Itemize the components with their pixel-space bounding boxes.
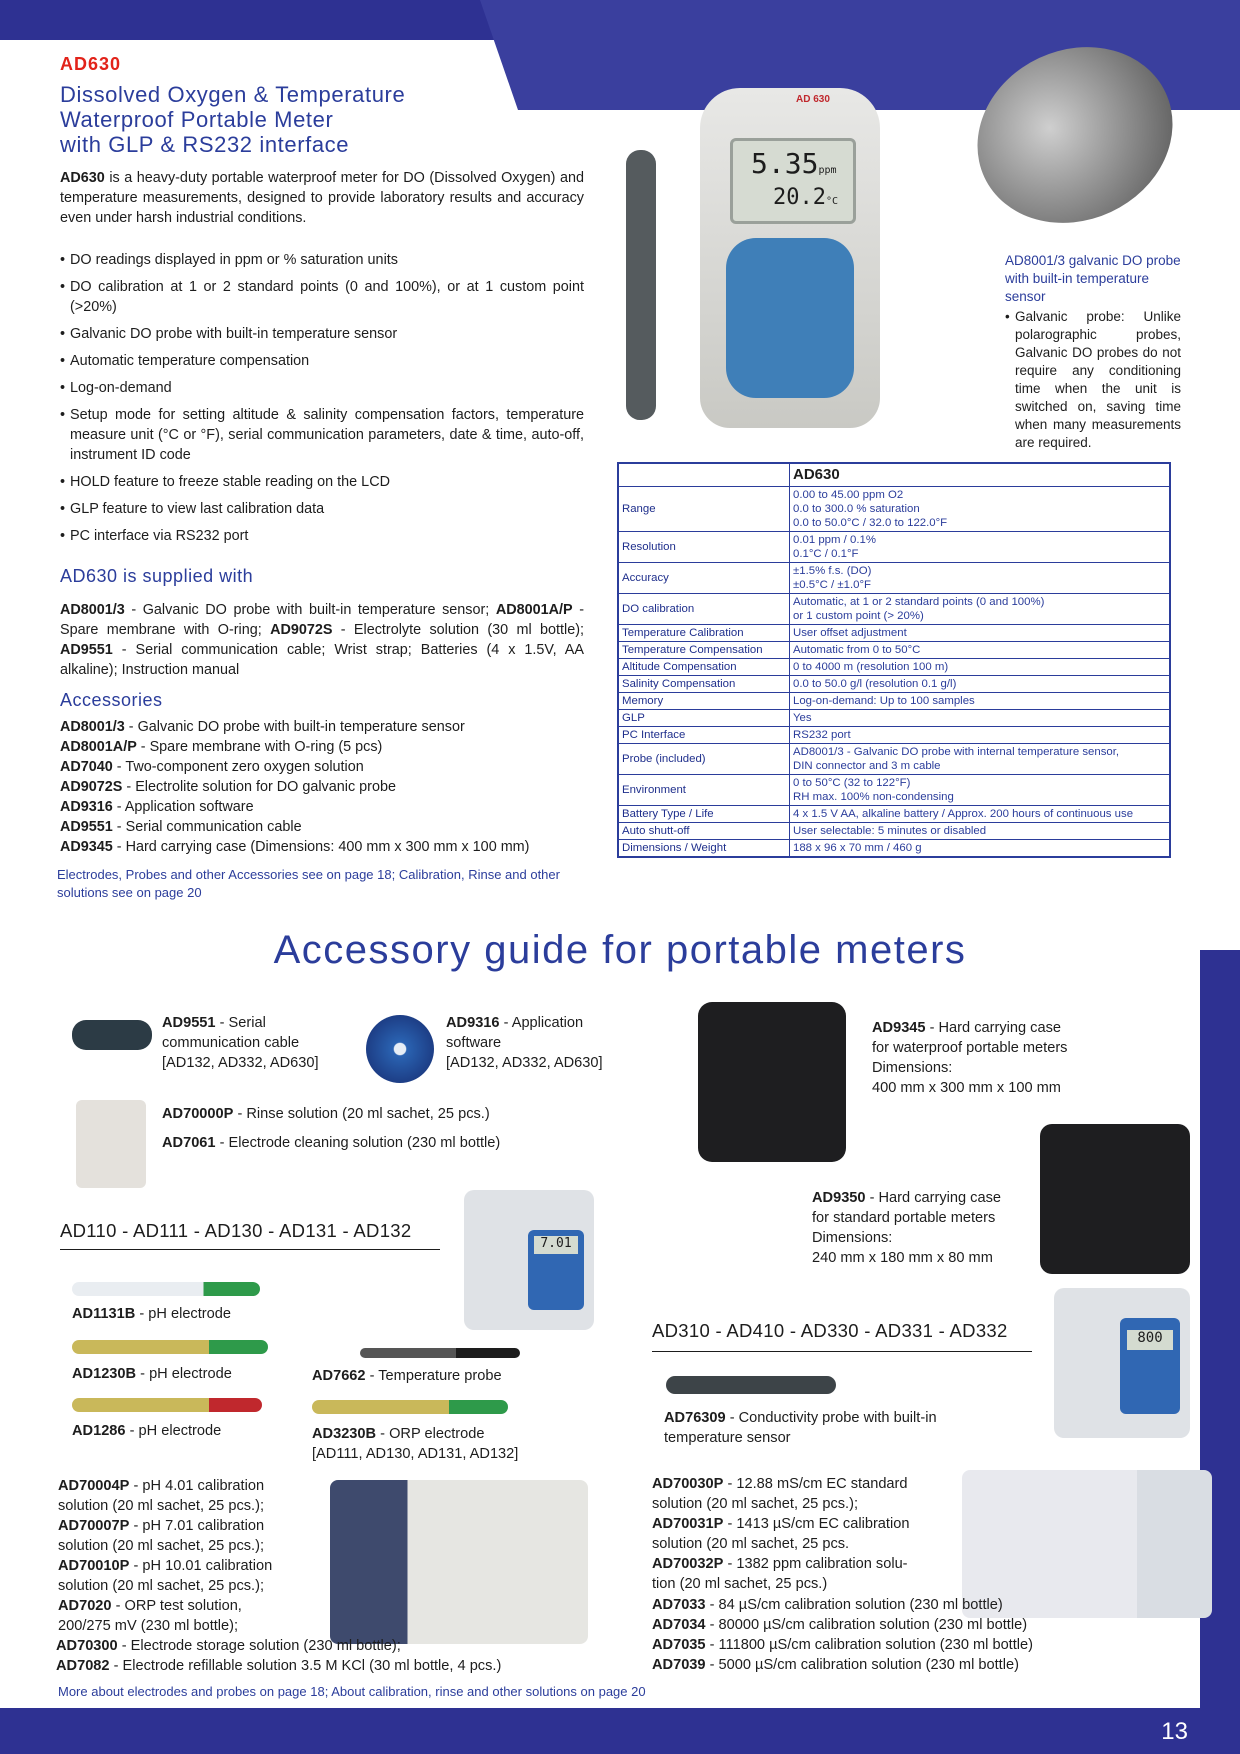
item-desc: - Electrode refillable solution 3.5 M KCl (30 ml bottle, 4 pcs.) (109, 1658, 502, 1674)
solution-item (56, 1636, 616, 1656)
item-code: AD9350 (812, 1190, 866, 1206)
spec-label: Battery Type / Life (618, 806, 790, 823)
lcd-temp-number: 20.2 (773, 185, 826, 210)
solution-item (652, 1655, 1172, 1675)
item-code: AD70030P (652, 1476, 724, 1492)
spec-header-model: AD630 (790, 463, 1171, 487)
spec-label: Salinity Compensation (618, 676, 790, 693)
item-line: solution (20 ml sachet, 25 pcs.); (58, 1498, 265, 1514)
supplied-code: AD8001A/P (495, 602, 573, 618)
accessory-desc: - Two-component zero oxygen solution (112, 759, 364, 775)
supplied-code: AD9072S (270, 622, 333, 638)
spec-value (790, 594, 1171, 625)
page-title (60, 82, 405, 157)
do-probe-image (626, 150, 656, 420)
accessory-desc: - Electrolite solution for DO galvanic probe (122, 779, 396, 795)
spec-value-line: 0 to 4000 m (resolution 100 m) (793, 661, 949, 673)
spec-value-line: 0.0 to 50.0 g/l (resolution 0.1 g/l) (793, 678, 957, 690)
spec-value-line: AD8001/3 - Galvanic DO probe with internal temperature sensor, (793, 746, 1120, 758)
probe-caption: AD8001/3 galvanic DO probe with built-in temperature sensor (1005, 253, 1181, 304)
item-desc: - pH 4.01 calibration (129, 1478, 265, 1494)
spec-value (790, 710, 1171, 727)
item-line: [AD132, AD332, AD630] (162, 1055, 319, 1071)
supplied-paragraph (60, 600, 584, 680)
supplied-desc: - Spare membrane with O-ring; (60, 602, 584, 638)
meter-lcd (730, 138, 856, 224)
ec-solutions-list (652, 1474, 962, 1594)
ad70000p-item (162, 1104, 582, 1124)
supplied-desc: - Galvanic DO probe with built-in temperature sensor; (124, 602, 496, 618)
meter-lcd-value: 7.01 (534, 1236, 578, 1254)
software-cd-image (366, 1015, 434, 1083)
ph-electrode-image (72, 1398, 262, 1412)
item-line: software (446, 1035, 502, 1051)
feature-item: • GLP feature to view last calibration data (60, 499, 584, 519)
spec-value-line: Automatic from 0 to 50°C (793, 644, 921, 656)
feature-item: • Setup mode for setting altitude & salinity compensation factors, temperature measure unit (°C or °F), serial communication parameters, date & time, auto-off, instrument ID code (60, 405, 584, 465)
item-code: AD70000P (162, 1106, 234, 1122)
accessory-code: AD9072S (60, 779, 123, 795)
item-desc: - 5000 µS/cm calibration solution (230 ml bottle) (705, 1657, 1019, 1673)
lcd-temp-value (773, 185, 838, 210)
item-code: AD76309 (664, 1410, 726, 1426)
item-code: AD7033 (652, 1597, 706, 1613)
ad1131b-item (72, 1304, 231, 1324)
item-code: AD70300 (56, 1638, 118, 1654)
solution-item (58, 1596, 348, 1636)
spec-label: Range (618, 487, 790, 532)
ad1286-item (72, 1421, 221, 1441)
item-desc: - Conductivity probe with built-in (725, 1410, 937, 1426)
meter-body-blue (1120, 1318, 1180, 1414)
solution-item (58, 1516, 348, 1556)
series-2-heading: AD310 - AD410 - AD330 - AD331 - AD332 (652, 1320, 1008, 1341)
item-desc: - 80000 µS/cm calibration solution (230 ml bottle) (705, 1617, 1028, 1633)
spec-row (618, 806, 1170, 823)
item-code: AD1230B (72, 1366, 137, 1382)
ad7662-item (312, 1366, 502, 1386)
item-desc: - pH 7.01 calibration (129, 1518, 265, 1534)
spec-row (618, 775, 1170, 806)
spec-value-line: ±1.5% f.s. (DO) (793, 565, 872, 577)
item-code: AD1286 (72, 1423, 126, 1439)
meter-brand-label: AD 630 (796, 94, 830, 105)
item-desc: - Hard carrying case (925, 1020, 1061, 1036)
item-code: AD3230B (312, 1426, 377, 1442)
item-line: for waterproof portable meters (872, 1040, 1068, 1056)
item-desc: - Application (499, 1015, 584, 1031)
ec-solutions-wide-list (652, 1595, 1172, 1675)
item-line: 200/275 mV (230 ml bottle); (58, 1618, 239, 1634)
item-code: AD7020 (58, 1598, 112, 1614)
spec-label: Auto shutt-off (618, 823, 790, 840)
item-desc: - ORP test solution, (111, 1598, 242, 1614)
spec-header-row (618, 463, 1170, 487)
spec-label: Memory (618, 693, 790, 710)
item-line: communication cable (162, 1035, 300, 1051)
spec-label: GLP (618, 710, 790, 727)
series-2-underline (652, 1351, 1032, 1352)
item-line: Dimensions: (812, 1230, 893, 1246)
lcd-number: 5.35 (751, 147, 819, 180)
ph-solutions-list (58, 1476, 348, 1636)
spec-row (618, 727, 1170, 744)
spec-value-line: 0.01 ppm / 0.1% (793, 534, 876, 546)
meter-keypad (726, 238, 854, 398)
item-desc: - 12.88 mS/cm EC standard (723, 1476, 908, 1492)
accessory-desc: - Spare membrane with O-ring (5 pcs) (136, 739, 383, 755)
accessory-code: AD8001/3 (60, 719, 125, 735)
accessory-code: AD8001A/P (60, 739, 137, 755)
item-desc: - 84 µS/cm calibration solution (230 ml bottle) (705, 1597, 1003, 1613)
spec-value (790, 693, 1171, 710)
title-line-3: with GLP & RS232 interface (60, 132, 350, 157)
accessory-item (60, 817, 620, 837)
item-desc: - pH electrode (135, 1306, 231, 1322)
feature-item: • PC interface via RS232 port (60, 526, 584, 546)
spec-label: Environment (618, 775, 790, 806)
accessory-item (60, 837, 620, 857)
guide-footer-note: More about electrodes and probes on page 18; About calibration, rinse and other solutions on page 20 (58, 1684, 646, 1699)
solution-item (58, 1556, 348, 1596)
item-line: temperature sensor (664, 1430, 791, 1446)
item-desc: - Electrode storage solution (230 ml bottle); (117, 1638, 401, 1654)
item-code: AD70031P (652, 1516, 724, 1532)
lcd-temp-unit: °C (825, 196, 839, 207)
ad1230b-item (72, 1364, 232, 1384)
item-code: AD70010P (58, 1558, 130, 1574)
accessories-note: Electrodes, Probes and other Accessories see on page 18; Calibration, Rinse and other solutions see on page 20 (57, 867, 560, 900)
meter-body-blue (528, 1230, 584, 1310)
accessories-heading: Accessories (60, 690, 163, 710)
spec-row (618, 625, 1170, 642)
item-line: solution (20 ml sachet, 25 pcs.); (58, 1538, 265, 1554)
spec-value-line: 0.1°C / 0.1°F (793, 548, 859, 560)
spec-row (618, 532, 1170, 563)
item-desc: - Serial (215, 1015, 266, 1031)
item-line: for standard portable meters (812, 1210, 996, 1226)
spec-value-line: Automatic, at 1 or 2 standard points (0 and 100%) (793, 596, 1045, 608)
accessory-item (60, 757, 620, 777)
spec-value (790, 806, 1171, 823)
spec-value (790, 727, 1171, 744)
item-desc: - pH electrode (125, 1423, 222, 1439)
accessory-desc: - Application software (112, 799, 254, 815)
spec-label: Altitude Compensation (618, 659, 790, 676)
feature-item: • DO readings displayed in ppm or % saturation units (60, 250, 584, 270)
ph-electrode-image (72, 1282, 260, 1296)
ad7061-item (162, 1133, 582, 1153)
feature-item: • Log-on-demand (60, 378, 584, 398)
ad9345-item (872, 1018, 1112, 1098)
page-number: 13 (1161, 1718, 1188, 1745)
spec-label: Accuracy (618, 563, 790, 594)
ad3230b-item (312, 1424, 572, 1464)
spec-label: Dimensions / Weight (618, 840, 790, 858)
item-code: AD9551 (162, 1015, 216, 1031)
series-1-meters-image (464, 1190, 594, 1330)
spec-value-line: RS232 port (793, 729, 851, 741)
item-desc: - Hard carrying case (865, 1190, 1001, 1206)
spec-value-line: Yes (793, 712, 812, 724)
solution-item (652, 1514, 962, 1554)
spec-value (790, 487, 1171, 532)
item-desc: - Temperature probe (365, 1368, 502, 1384)
spec-value-line: 0.0 to 300.0 % saturation (793, 503, 920, 515)
intro-text: is a heavy-duty portable waterproof meter for DO (Dissolved Oxygen) and temperature measurements, designed to provide laboratory results and accuracy even under harsh industrial conditions. (60, 170, 584, 226)
spec-row (618, 659, 1170, 676)
item-code: AD70004P (58, 1478, 130, 1494)
item-desc: - 1413 µS/cm EC calibration (723, 1516, 910, 1532)
item-line: 240 mm x 180 mm x 80 mm (812, 1250, 993, 1266)
meter-lcd-value: 800 (1127, 1330, 1173, 1350)
spec-value (790, 532, 1171, 563)
probe-note-text: Galvanic probe: Unlike polarographic probes, Galvanic DO probes do not require any conditioning time when the unit is switched on, saving time when many measurements are required. (1015, 309, 1181, 450)
spec-row (618, 642, 1170, 659)
ph-solutions-wide-list (56, 1636, 616, 1676)
accessory-desc: - Galvanic DO probe with built-in temperature sensor (124, 719, 465, 735)
accessory-desc: - Serial communication cable (112, 819, 302, 835)
item-code: AD70032P (652, 1556, 724, 1572)
accessory-code: AD9551 (60, 819, 113, 835)
solution-item (58, 1476, 348, 1516)
spec-row (618, 710, 1170, 727)
intro-paragraph (60, 168, 584, 228)
item-line: solution (20 ml sachet, 25 pcs.); (58, 1578, 265, 1594)
item-code: AD9345 (872, 1020, 926, 1036)
solution-item (652, 1635, 1172, 1655)
spec-value (790, 642, 1171, 659)
spec-row (618, 563, 1170, 594)
spec-label: Resolution (618, 532, 790, 563)
meter-image (700, 88, 880, 428)
item-code: AD7082 (56, 1658, 110, 1674)
solution-item (652, 1595, 1172, 1615)
lcd-unit: ppm (818, 165, 837, 176)
spec-row (618, 676, 1170, 693)
spec-label: DO calibration (618, 594, 790, 625)
supplied-code: AD9551 (60, 642, 113, 658)
spec-value (790, 625, 1171, 642)
item-line: [AD111, AD130, AD131, AD132] (312, 1446, 519, 1462)
guide-title: Accessory guide for portable meters (273, 928, 967, 972)
spec-table-body (618, 463, 1170, 857)
cable-image (72, 1020, 152, 1050)
spec-value-line: DIN connector and 3 m cable (793, 760, 941, 772)
spec-row (618, 744, 1170, 775)
feature-item: • HOLD feature to freeze stable reading on the LCD (60, 472, 584, 492)
accessory-code: AD9345 (60, 839, 113, 855)
spec-value-line: 0 to 50°C (32 to 122°F) (793, 777, 911, 789)
item-line: [AD132, AD332, AD630] (446, 1055, 603, 1071)
spec-value-line: User offset adjustment (793, 627, 907, 639)
spec-value-line: User selectable: 5 minutes or disabled (793, 825, 987, 837)
probe-note (1005, 308, 1181, 452)
item-code: AD7039 (652, 1657, 706, 1673)
supplied-desc: - Electrolyte solution (30 ml bottle); (332, 622, 585, 638)
rinse-solution-image (76, 1100, 146, 1188)
item-code: AD70007P (58, 1518, 130, 1534)
model-code: AD630 (60, 54, 122, 74)
solution-item (652, 1615, 1172, 1635)
ad76309-item (664, 1408, 1004, 1448)
feature-list (60, 250, 584, 553)
spec-value (790, 823, 1171, 840)
series-1-underline (60, 1249, 440, 1250)
item-code: AD7034 (652, 1617, 706, 1633)
spec-value-line: 0.0 to 50.0°C / 32.0 to 122.0°F (793, 517, 948, 529)
spec-value (790, 744, 1171, 775)
accessory-item (60, 777, 620, 797)
spec-value-line: 0.00 to 45.00 ppm O2 (793, 489, 904, 501)
spec-value-line: Log-on-demand: Up to 100 samples (793, 695, 975, 707)
spec-label: Temperature Compensation (618, 642, 790, 659)
item-desc: - 1382 ppm calibration solu- (723, 1556, 908, 1572)
spec-header-empty (618, 463, 790, 487)
spec-label: Temperature Calibration (618, 625, 790, 642)
spec-row (618, 840, 1170, 858)
item-desc: - pH electrode (136, 1366, 232, 1382)
lcd-do-value (751, 147, 837, 180)
intro-model: AD630 (60, 170, 105, 186)
spec-label: Probe (included) (618, 744, 790, 775)
spec-row (618, 487, 1170, 532)
accessories-list (60, 717, 620, 857)
spec-row (618, 823, 1170, 840)
solution-item (56, 1656, 616, 1676)
ad9316-item (446, 1013, 656, 1073)
temperature-probe-image (360, 1348, 520, 1358)
bottom-decor-band (0, 1708, 1240, 1754)
item-code: AD9316 (446, 1015, 500, 1031)
spec-value-line: 4 x 1.5 V AA, alkaline battery / Approx. 200 hours of continuous use (793, 808, 1134, 820)
item-line: tion (20 ml sachet, 25 pcs.) (652, 1576, 828, 1592)
orp-electrode-image (312, 1400, 508, 1414)
supplied-heading: AD630 is supplied with (60, 566, 254, 586)
item-code: AD7061 (162, 1135, 216, 1151)
feature-item: • DO calibration at 1 or 2 standard points (0 and 100%), or at 1 custom point (>20%) (60, 277, 584, 317)
series-1-heading: AD110 - AD111 - AD130 - AD131 - AD132 (60, 1220, 412, 1241)
item-line: solution (20 ml sachet, 25 pcs. (652, 1536, 850, 1552)
item-code: AD7662 (312, 1368, 366, 1384)
spec-value-line: RH max. 100% non-condensing (793, 791, 954, 803)
carrying-case-small-image (1040, 1124, 1190, 1274)
title-line-1: Dissolved Oxygen & Temperature (60, 82, 406, 107)
accessory-item (60, 737, 620, 757)
item-code: AD7035 (652, 1637, 706, 1653)
solution-item (652, 1554, 962, 1594)
series-2-meters-image (1054, 1288, 1190, 1438)
spec-value-line: ±0.5°C / ±1.0°F (793, 579, 871, 591)
accessory-code: AD9316 (60, 799, 113, 815)
bullet: • (1005, 309, 1010, 324)
item-line: solution (20 ml sachet, 25 pcs.); (652, 1496, 859, 1512)
supplied-desc: - Serial communication cable; Wrist strap; Batteries (4 x 1.5V, AA alkaline); Instruction manual (60, 642, 584, 678)
calibration-solutions-image (330, 1480, 588, 1644)
item-code: AD1131B (72, 1306, 136, 1322)
carrying-case-large-image (698, 1002, 846, 1162)
supplied-code: AD8001/3 (60, 602, 125, 618)
item-line: Dimensions: (872, 1060, 953, 1076)
ad9551-item (162, 1013, 362, 1073)
item-desc: - Electrode cleaning solution (230 ml bottle) (215, 1135, 501, 1151)
spec-value (790, 563, 1171, 594)
spec-value (790, 676, 1171, 693)
accessory-desc: - Hard carrying case (Dimensions: 400 mm x 300 mm x 100 mm) (112, 839, 530, 855)
spec-value (790, 840, 1171, 858)
item-line: 400 mm x 300 mm x 100 mm (872, 1080, 1061, 1096)
accessory-item (60, 797, 620, 817)
item-desc: - ORP electrode (376, 1426, 485, 1442)
spec-value (790, 659, 1171, 676)
feature-item: • Automatic temperature compensation (60, 351, 584, 371)
spec-value (790, 775, 1171, 806)
spec-row (618, 594, 1170, 625)
accessory-code: AD7040 (60, 759, 113, 775)
conductivity-probe-image (666, 1376, 836, 1394)
spec-label: PC Interface (618, 727, 790, 744)
spec-value-line: 188 x 96 x 70 mm / 460 g (793, 842, 922, 854)
ad9350-item (812, 1188, 1042, 1268)
solution-item (652, 1474, 962, 1514)
item-desc: - pH 10.01 calibration (129, 1558, 273, 1574)
spec-value-line: or 1 custom point (> 20%) (793, 610, 924, 622)
feature-item: • Galvanic DO probe with built-in temperature sensor (60, 324, 584, 344)
title-line-2: Waterproof Portable Meter (60, 107, 334, 132)
spec-table (617, 462, 1171, 858)
ph-electrode-image (72, 1340, 268, 1354)
accessory-item (60, 717, 620, 737)
item-desc: - Rinse solution (20 ml sachet, 25 pcs.) (233, 1106, 490, 1122)
spec-row (618, 693, 1170, 710)
item-desc: - 111800 µS/cm calibration solution (230 ml bottle) (705, 1637, 1034, 1653)
